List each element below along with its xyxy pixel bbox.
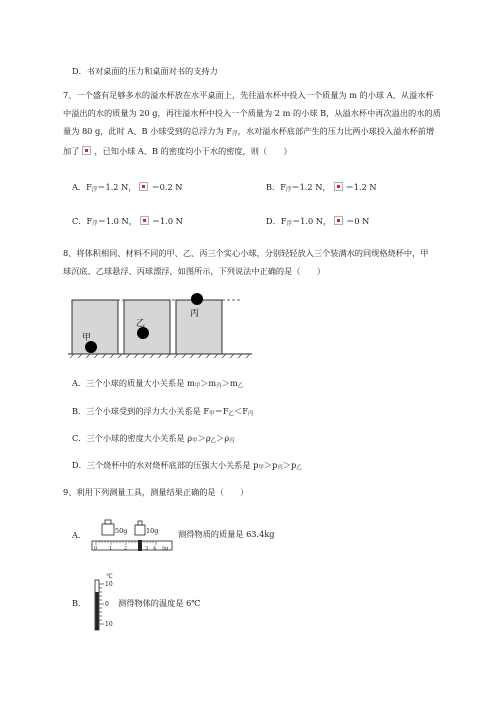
- q8-stem-line1: 8、将体积相同、材料不同的甲、乙、丙三个实心小球，分别轻轻放入三个装满水的同规格烧杯中，甲: [63, 248, 429, 258]
- broken-image-icon: [334, 182, 343, 191]
- ball-bing: [191, 293, 203, 305]
- q9-option-a-text: 测得物质的质量是 63.4kg: [178, 529, 275, 539]
- q9-option-b-text: 测得物体的温度是 6℃: [118, 598, 201, 608]
- q9-stem: 9、利用下列测量工具，测量结果正确的是（ ）: [63, 487, 249, 497]
- svg-text:10: 10: [105, 581, 113, 588]
- svg-text:2: 2: [124, 545, 128, 552]
- label-yi: 乙: [136, 319, 146, 329]
- q7-stem-line2: 中溢出的水的质量为 20 g，再往溢水杯中投入一个质量为 2 m 的小球 B，从溢水杯中再次溢出的水的质: [63, 108, 441, 118]
- q7-option-c[interactable]: C．F浮＝1.0 N， ＝1.0 N: [72, 216, 183, 227]
- q7-stem-line1: 7、一个盛有足够多水的溢水杯放在水平桌面上，先往溢水杯中投入一个质量为 m 的小球 A，从溢水杯: [63, 90, 434, 100]
- beakers-figure: [66, 288, 256, 358]
- q9-option-a-label[interactable]: A．: [72, 530, 87, 540]
- q8-stem-line2: 球沉底、乙球悬浮、丙球漂浮，如图所示，下列说法中正确的是（ ）: [63, 266, 326, 276]
- q8-option-c[interactable]: C．三个小球的密度大小关系是 ρ甲＞ρ乙＞ρ丙: [72, 433, 235, 444]
- weight-50g-label: 50g: [115, 527, 128, 535]
- svg-text:1: 1: [109, 545, 113, 552]
- broken-image-icon: [140, 216, 149, 225]
- q7-option-b[interactable]: B．F浮＝1.2 N， ＝1.2 N: [266, 182, 377, 193]
- weight-10g-label: 10g: [146, 527, 159, 535]
- label-bing: 丙: [190, 309, 200, 319]
- svg-text:5g: 5g: [162, 545, 169, 552]
- q7-option-a[interactable]: A．F浮＝1.2 N， ＝0.2 N: [72, 182, 183, 193]
- broken-image-icon: [334, 216, 343, 225]
- svg-text:0: 0: [105, 601, 109, 608]
- thermo-unit: ℃: [106, 573, 113, 580]
- broken-image-icon: [82, 146, 91, 155]
- svg-text:0: 0: [94, 545, 98, 552]
- svg-text:3: 3: [145, 545, 149, 552]
- svg-text:10: 10: [105, 621, 113, 628]
- q9-option-b-label[interactable]: B．: [72, 598, 87, 608]
- rider-slider: [138, 540, 142, 551]
- q8-option-d[interactable]: D．三个烧杯中的水对烧杯底部的压强大小关系是 p甲＞p丙＞p乙: [72, 460, 302, 471]
- balance-scale-figure: [90, 516, 176, 556]
- svg-text:4: 4: [153, 545, 157, 552]
- q8-option-a[interactable]: A．三个小球的质量大小关系是 m甲＞m丙＞m乙: [72, 378, 244, 389]
- q6-option-d: D．书对桌面的压力和桌面对书的支持力: [72, 66, 218, 76]
- broken-image-icon: [139, 182, 148, 191]
- q8-option-b[interactable]: B．三个小球受到的浮力大小关系是 F甲＝F乙＜F丙: [72, 406, 254, 417]
- beaker-yi: [124, 300, 170, 354]
- q7-stem-line3: 量为 80 g，此时 A、B 小球受到的总浮力为 F浮，水对溢水杯底部产生的压力比两小球投入溢水杯前增: [63, 126, 435, 137]
- label-jia: 甲: [82, 333, 92, 343]
- q7-stem-line4: 加了 ，已知小球 A、B 的密度均小于水的密度，则（ ）: [63, 146, 292, 156]
- thermo-liquid: [96, 592, 99, 630]
- q7-option-d[interactable]: D．F浮＝1.0 N， ＝0 N: [266, 216, 370, 227]
